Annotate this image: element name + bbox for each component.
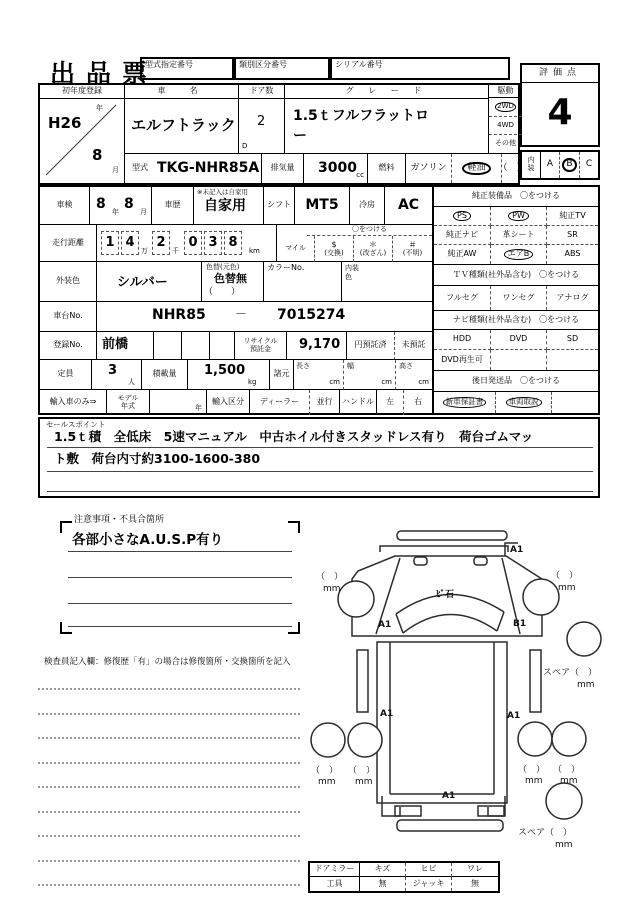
equip-sr: SR bbox=[547, 226, 598, 245]
circle-note: 〇をつける bbox=[307, 225, 432, 236]
mm-unit: mm bbox=[555, 840, 573, 850]
model-year-value: 年 bbox=[150, 390, 207, 415]
registration-no-label: 登録No. bbox=[40, 332, 97, 360]
door-mirror-label: ドアミラー bbox=[310, 863, 360, 877]
bracket-bottom-right bbox=[288, 622, 300, 634]
vehicle-identity-table bbox=[38, 83, 526, 185]
load-value: 1,500 kg bbox=[188, 360, 270, 390]
tire-depth-blank: （ ） bbox=[316, 572, 344, 582]
bracket-top-left bbox=[60, 521, 72, 533]
handle-left-option: 左 bbox=[377, 390, 404, 415]
import-class-label: 輸入区分 bbox=[207, 390, 250, 415]
writing-line bbox=[38, 737, 300, 739]
damage-mark: B1 bbox=[513, 619, 527, 629]
equip-tv: 純正TV bbox=[547, 207, 598, 226]
serial-number-box bbox=[330, 57, 510, 80]
capacity-label: 定員 bbox=[40, 360, 92, 390]
navi-dvd-playable: DVD再生可 bbox=[434, 350, 491, 370]
crack-label: ヒビ bbox=[406, 863, 452, 877]
displacement-unit: cc bbox=[356, 171, 364, 180]
displacement-value: 3000 cc bbox=[304, 154, 368, 183]
later-shipment-header: 後日発送品 〇をつける bbox=[434, 370, 598, 392]
registration-empty-3 bbox=[210, 332, 235, 360]
later-empty bbox=[552, 392, 598, 413]
front-right-wheel bbox=[523, 579, 559, 615]
damage-mark: A1 bbox=[510, 545, 524, 555]
model-designation-number-box bbox=[140, 57, 234, 80]
spec-length: 長さ cm bbox=[294, 360, 344, 390]
front-left-wheel bbox=[338, 581, 374, 617]
color-no-cell: カラーNo. bbox=[264, 262, 342, 302]
odometer-status bbox=[277, 225, 432, 262]
right-visor bbox=[474, 557, 487, 565]
right-stake bbox=[530, 650, 541, 712]
rear-right-outer-wheel bbox=[552, 722, 586, 756]
model-designation-number-label: 型式指定番号 bbox=[145, 60, 193, 69]
damage-mark: A1 bbox=[380, 709, 394, 719]
inspection-value: 8 年 8 月 bbox=[90, 187, 152, 225]
tire-depth-blank: （ ） bbox=[551, 571, 579, 581]
first-registration-label: 初年度登録 bbox=[40, 85, 125, 99]
recycle-deposit-label: リサイクル 預託金 bbox=[235, 332, 287, 360]
mm-unit: mm bbox=[355, 777, 373, 787]
spec-width: 幅 cm bbox=[344, 360, 396, 390]
model-code-value: TKG-NHR85A bbox=[155, 154, 262, 183]
tv-analog: アナログ bbox=[556, 292, 589, 302]
cargo-bed bbox=[377, 642, 507, 803]
writing-line bbox=[38, 688, 300, 690]
grade-value: 1.5ｔフルフラットロ ー bbox=[285, 99, 489, 154]
year-unit: 年 bbox=[96, 104, 103, 112]
drive-option-4wd: 4WD bbox=[489, 117, 522, 135]
vehicle-detail-table bbox=[38, 185, 600, 415]
left-visor bbox=[414, 557, 427, 565]
deposit-unpaid-option: 未預託 bbox=[395, 332, 432, 360]
rear-lamp-left bbox=[395, 806, 421, 816]
car-name-label: 車 名 bbox=[125, 85, 239, 99]
tool-label: 工具 bbox=[310, 877, 360, 891]
fuel-option-diesel-selected: 軽油 bbox=[452, 154, 502, 183]
sales-point-label: セールスポイント bbox=[46, 420, 106, 429]
door-sub: D bbox=[242, 142, 248, 151]
rear-left-outer-wheel bbox=[311, 723, 345, 757]
equip-pw-selected: PW bbox=[491, 207, 547, 226]
spare-tire-1 bbox=[567, 622, 601, 656]
odometer-tampered-option: ＊ (改ざん) bbox=[354, 236, 393, 262]
tire-depth-blank: （ ） bbox=[348, 766, 376, 776]
shift-value: MT5 bbox=[295, 187, 350, 225]
tv-type-header: ＴＶ種類(社外品含む) 〇をつける bbox=[434, 264, 598, 286]
cargo-bed-inner bbox=[390, 642, 494, 794]
left-stake bbox=[357, 650, 368, 712]
tools-table bbox=[308, 861, 500, 893]
mm-unit: mm bbox=[525, 776, 543, 786]
import-dealer-option: ディーラー bbox=[250, 390, 310, 415]
handle-right-option: 右 bbox=[414, 397, 422, 407]
writing-line bbox=[38, 860, 300, 862]
spec-label: 諸元 bbox=[270, 360, 294, 390]
navi-type-header: ナビ種類(社外品含む) 〇をつける bbox=[434, 310, 598, 330]
import-only-label: 輸入車のみ⇒ bbox=[40, 390, 107, 415]
spare-tire-2 bbox=[546, 783, 582, 819]
bracket-bottom-left bbox=[60, 622, 72, 634]
damage-mark: A1 bbox=[442, 791, 456, 801]
evaluation-score-box bbox=[520, 63, 600, 147]
inspection-label: 車検 bbox=[40, 187, 90, 225]
tv-oneseg: ワンセグ bbox=[491, 286, 547, 310]
evaluation-score-value: 4 bbox=[547, 92, 573, 134]
fuel-paren: （ ） bbox=[498, 162, 526, 173]
jack-none-value: 無 bbox=[471, 878, 479, 888]
mm-unit: mm bbox=[323, 584, 341, 594]
front-bumper bbox=[397, 531, 507, 540]
exterior-color-label: 外装色 bbox=[40, 262, 97, 302]
navi-empty-2 bbox=[547, 350, 598, 370]
cab-front-edge bbox=[380, 546, 508, 552]
mm-unit: mm bbox=[558, 583, 576, 593]
fuel-option-gasoline: ガソリン bbox=[406, 154, 452, 183]
notes-rule-2 bbox=[68, 577, 292, 578]
diagonal-divider bbox=[40, 99, 123, 181]
registration-empty-2 bbox=[182, 332, 210, 360]
interior-grade-box bbox=[520, 150, 600, 180]
shift-label: シフト bbox=[264, 187, 295, 225]
equip-abs: ABS bbox=[564, 249, 581, 259]
model-code-label: 型式 bbox=[132, 163, 148, 173]
writing-line bbox=[38, 713, 300, 715]
registration-empty-1 bbox=[154, 332, 182, 360]
grade-label: グ レ ー ド bbox=[285, 85, 489, 99]
tire-depth-blank: （ ） bbox=[553, 765, 581, 775]
notes-rule-4 bbox=[68, 626, 292, 627]
rear-lamp-right bbox=[478, 806, 504, 816]
interior-grade-a: A bbox=[546, 159, 554, 170]
break-label: ワレ bbox=[452, 863, 498, 877]
registration-no-value: 前橋 bbox=[97, 332, 154, 360]
rear-right-inner-wheel bbox=[518, 722, 552, 756]
history-value: ※未記入は自家用 自家用 bbox=[194, 187, 264, 225]
load-label: 積載量 bbox=[142, 360, 188, 390]
mile-option: マイル bbox=[277, 236, 315, 262]
class-number-box bbox=[234, 57, 330, 80]
odometer-replaced-option: $ (交換) bbox=[315, 236, 354, 262]
spare-tire-label: スペア（ ） bbox=[518, 828, 573, 838]
first-registration-year: H26 bbox=[48, 114, 82, 132]
odometer-unknown-option: ＃ (不明) bbox=[402, 239, 423, 257]
scratch-label: キズ bbox=[360, 863, 406, 877]
recycle-deposit-value: 9,170 bbox=[287, 332, 347, 360]
writing-line bbox=[38, 786, 300, 788]
drive-option-2wd-selected: 2WD bbox=[489, 98, 522, 117]
mm-unit: mm bbox=[577, 680, 595, 690]
fuel-label: 燃料 bbox=[368, 154, 406, 183]
mileage-value: 1 4 万 2 千 0 3 8 km bbox=[97, 225, 277, 262]
equipment-panel bbox=[432, 187, 598, 413]
tool-none-value: 無 bbox=[360, 877, 406, 891]
first-registration-value bbox=[40, 99, 125, 183]
chassis-no-label: 車台No. bbox=[40, 302, 97, 332]
writing-line bbox=[38, 884, 300, 886]
evaluation-score-label: 評価点 bbox=[522, 65, 598, 83]
interior-grade-c: C bbox=[585, 159, 593, 170]
drive-option-other: その他 bbox=[489, 135, 522, 154]
windshield-bottom-arc bbox=[403, 614, 497, 633]
bracket-top-right bbox=[288, 521, 300, 533]
door-count-value: 2 D bbox=[239, 99, 285, 154]
navi-sd: SD bbox=[547, 330, 598, 350]
deposit-paid-option: 円預託済 bbox=[347, 332, 395, 360]
interior-grade-label: 内 装 bbox=[522, 152, 541, 178]
equip-ps-selected: PS bbox=[434, 207, 491, 226]
notes-label: 注意事項・不具合箇所 bbox=[74, 515, 165, 525]
writing-line bbox=[38, 811, 300, 813]
mileage-label: 走行距離 bbox=[40, 225, 97, 262]
interior-grade-b-selected: B bbox=[559, 152, 580, 178]
first-registration-month: 8 bbox=[92, 146, 103, 164]
sales-point-line2: ト敷 荷台内寸約3100-1600-380 bbox=[54, 451, 261, 466]
rear-left-inner-wheel bbox=[348, 723, 382, 757]
sales-point-line1: 1.5ｔ積 全低床 5速マニュアル 中古ホイル付きスタッドレス有り 荷台ゴムマッ bbox=[54, 429, 534, 444]
interior-color-cell: 内装 色 bbox=[342, 262, 432, 302]
inspector-note: 検査員記入欄：修復歴「有」の場合は修復箇所・交換箇所を記入 bbox=[44, 657, 291, 667]
month-unit: 月 bbox=[112, 166, 119, 174]
damage-mark: A1 bbox=[507, 711, 521, 721]
later-manual-selected: 車両取説 bbox=[496, 392, 552, 413]
sales-point-box bbox=[38, 417, 600, 498]
handle-label: ハンドル bbox=[340, 390, 377, 415]
navi-hdd: HDD bbox=[434, 330, 491, 350]
mm-unit: mm bbox=[318, 777, 336, 787]
history-label: 車歴 bbox=[152, 187, 194, 225]
equip-leather-seat: 革シート bbox=[491, 226, 547, 245]
writing-line bbox=[38, 835, 300, 837]
spare-tire-label: スペア（ ） bbox=[543, 668, 598, 678]
model-year-label: モデル 年式 bbox=[107, 390, 150, 415]
equip-navi: 純正ナビ bbox=[434, 226, 491, 245]
navi-dvd: DVD bbox=[491, 330, 547, 350]
equip-aw: 純正AW bbox=[434, 245, 491, 264]
navi-empty-1 bbox=[491, 350, 547, 370]
truck-top-view-diagram bbox=[300, 525, 620, 855]
aircon-value: AC bbox=[385, 187, 432, 225]
tire-depth-blank: （ ） bbox=[518, 765, 546, 775]
serial-number-label: シリアル番号 bbox=[335, 60, 383, 69]
form-title: 出品票 bbox=[50, 59, 159, 88]
rear-bumper-bar bbox=[397, 820, 503, 831]
import-parallel-option: 並行 bbox=[310, 390, 340, 415]
capacity-value: 3 人 bbox=[92, 360, 142, 390]
tire-depth-blank: （ ） bbox=[311, 766, 339, 776]
writing-line bbox=[38, 762, 300, 764]
mm-unit: mm bbox=[560, 776, 578, 786]
displacement-label: 排気量 bbox=[262, 154, 304, 183]
exterior-color-value: シルバー bbox=[97, 262, 202, 302]
genuine-equipment-header: 純正装備品 〇をつける bbox=[434, 187, 598, 207]
car-name-value: エルフトラック bbox=[125, 99, 239, 154]
tv-fullseg: フルセグ bbox=[434, 286, 491, 310]
damage-mark: A1 bbox=[378, 620, 392, 630]
drive-type-label: 駆動 bbox=[489, 85, 522, 98]
chassis-no-value: NHR85 － 7015274 bbox=[97, 302, 432, 332]
aircon-label: 冷房 bbox=[350, 187, 385, 225]
color-change-cell: 色替(元色) 色替無 （ ） bbox=[202, 262, 264, 302]
later-warranty-selected: 新車保証書 bbox=[434, 392, 496, 413]
notes-line1: 各部小さなA.U.S.P有り bbox=[72, 532, 224, 548]
equip-airbag-selected: エアB bbox=[491, 245, 547, 264]
door-count-label: ドア数 bbox=[239, 85, 285, 99]
jack-label: ジャッキ bbox=[406, 877, 452, 891]
notes-rule-3 bbox=[68, 603, 292, 604]
class-number-label: 類別区分番号 bbox=[239, 60, 287, 69]
notes-rule-1 bbox=[68, 551, 292, 552]
windshield-damage-label: ﾋﾞ石 bbox=[436, 590, 455, 600]
spec-height: 高さ cm bbox=[396, 360, 432, 390]
